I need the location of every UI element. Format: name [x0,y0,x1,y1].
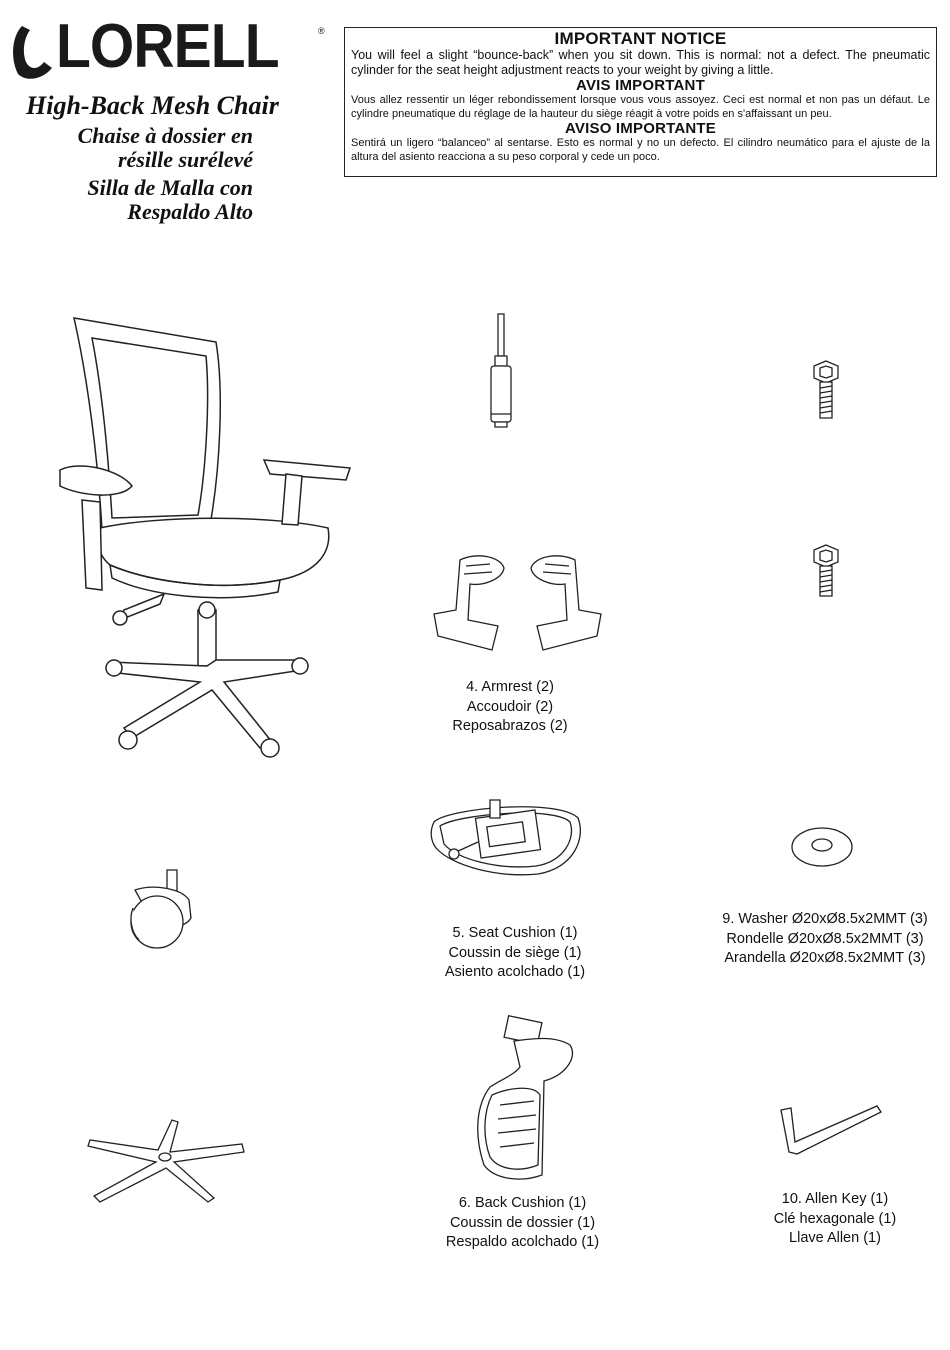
registered-mark: ® [318,26,325,36]
title-french-line1: Chaise à dossier en [77,123,253,148]
armrest-icon [430,550,605,660]
title-spanish-line2: Respaldo Alto [127,199,253,224]
allen-key-icon [775,1100,885,1160]
caption-seat-cushion: 5. Seat Cushion (1) Coussin de siège (1) Asiento acolchado (1) [444,925,586,980]
base-icon [86,1118,248,1206]
title-english: High-Back Mesh Chair [26,91,279,120]
caption-back-cushion: 6. Back Cushion (1) Coussin de dossier (1) Respaldo acolchado (1) [445,1195,600,1250]
title-spanish-line1: Silla de Malla con [87,175,253,200]
logo-text: LORELL [56,12,279,81]
caption-allen-key: 10. Allen Key (1) Clé hexagonale (1) Llave Allen (1) [773,1191,897,1246]
caption-washer: 9. Washer Ø20xØ8.5x2MMT (3) Rondelle Ø20xØ8.5x2MMT (3) Arandella Ø20xØ8.5x2MMT (3) [722,911,928,966]
notice-text-es: Sentirá un ligero “balanceo” al sentarse. Esto es normal y no un defecto. El cilindro neumático para el ajuste de la altura del asiento reacciona a su peso corporal y cede un poco. [351,137,930,163]
bolt-icon [808,360,844,422]
caster-icon [125,868,199,950]
back-cushion-icon [470,1015,585,1185]
title-french-line2: résille surélevé [117,147,253,172]
lorell-logo [8,12,328,82]
notice-heading-fr: AVIS IMPORTANT [576,77,705,94]
notice-heading-en: IMPORTANT NOTICE [554,29,727,48]
gas-cylinder-icon [486,312,516,430]
logo-mark-icon [8,22,54,82]
seat-cushion-icon [428,782,588,882]
bolt-icon [808,544,844,600]
notice-text-fr: Vous allez ressentir un léger rebondissement lorsque vous vous assoyez. Ceci est normal et non pas un défaut. Le cylindre pneumatique du réglage de la hauteur du siège réagit à votre poids en s'affaissant un peu. [351,94,930,120]
important-notice-box [344,27,937,177]
caption-armrest: 4. Armrest (2) Accoudoir (2) Reposabrazos (2) [452,679,568,734]
notice-heading-es: AVISO IMPORTANTE [565,120,716,137]
washer-icon [790,825,854,871]
chair-icon [40,310,360,770]
notice-text-en: You will feel a slight “bounce-back” when you sit down. This is normal: not a defect. The pneumatic cylinder for the seat height adjustment reacts to your weight by giving a little. [351,48,930,77]
